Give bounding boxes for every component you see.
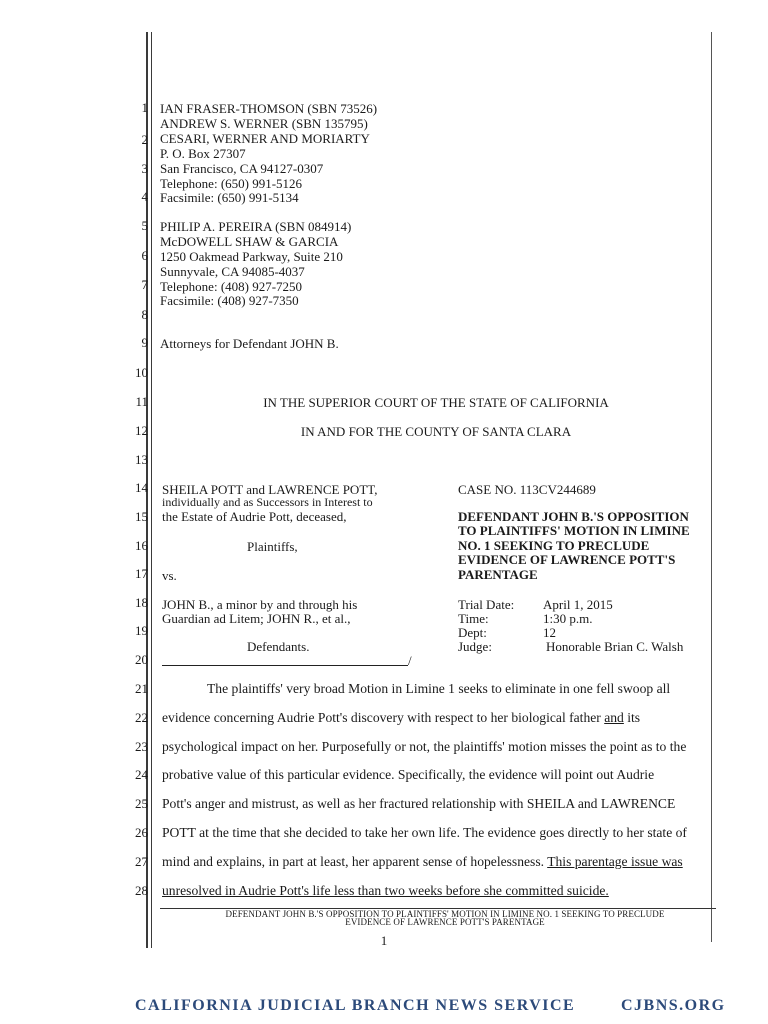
attorney-line: ANDREW S. WERNER (SBN 135795) — [160, 116, 368, 131]
body-line — [162, 855, 722, 869]
trial-label: Trial Date: — [458, 597, 515, 612]
line-number: 16 — [135, 538, 148, 553]
body-line — [162, 711, 722, 725]
line-number: 20 — [135, 652, 148, 667]
trial-label: Time: — [458, 611, 489, 626]
trial-label: Dept: — [458, 625, 487, 640]
line-number: 9 — [141, 335, 148, 350]
attorney-line: Sunnyvale, CA 94085-4037 — [160, 264, 305, 279]
line-number: 21 — [135, 681, 148, 696]
defendants-label: Defendants. — [247, 639, 310, 654]
line-number: 25 — [135, 796, 148, 811]
line-number: 7 — [141, 277, 148, 292]
line-number: 5 — [141, 218, 148, 233]
attorneys-for: Attorneys for Defendant JOHN B. — [160, 336, 339, 351]
document-title: EVIDENCE OF LAWRENCE POTT'S — [458, 552, 676, 567]
line-number: 14 — [135, 480, 148, 495]
line-number: 10 — [135, 365, 148, 380]
line-number: 1 — [141, 100, 148, 115]
line-number: 23 — [135, 739, 148, 754]
trial-value: April 1, 2015 — [543, 597, 613, 612]
line-number: 28 — [135, 883, 148, 898]
document-title: DEFENDANT JOHN B.'S OPPOSITION — [458, 509, 689, 524]
body-line: The plaintiffs' very broad Motion in Limine 1 seeks to eliminate in one fell swoop all — [207, 681, 671, 696]
line-number: 6 — [141, 248, 148, 263]
footer-caption: DEFENDANT JOHN B.'S OPPOSITION TO PLAINTIFFS' MOTION IN LIMINE NO. 1 SEEKING TO PRECLUDE — [225, 909, 665, 919]
plaintiffs-label: Plaintiffs, — [247, 539, 298, 554]
line-number: 3 — [141, 161, 148, 176]
body-text: mind and explains, in part at least, her apparent sense of hopelessness. — [162, 854, 548, 869]
line-number: 4 — [141, 189, 148, 204]
attorney-line: Telephone: (650) 991-5126 — [160, 176, 303, 191]
attorney-line: Telephone: (408) 927-7250 — [160, 279, 303, 294]
left-margin-rule-inner — [151, 32, 152, 948]
court-title: IN THE SUPERIOR COURT OF THE STATE OF CALIFORNIA — [263, 395, 609, 410]
body-emphasis: This parentage issue was — [547, 854, 683, 869]
trial-value: Honorable Brian C. Walsh — [546, 639, 684, 654]
plaintiffs-name: SHEILA POTT and LAWRENCE POTT, — [162, 482, 378, 497]
plaintiffs-desc: the Estate of Audrie Pott, deceased, — [162, 509, 347, 524]
line-number: 2 — [141, 132, 148, 147]
line-number: 27 — [135, 854, 148, 869]
body-line: psychological impact on her. Purposefully or not, the plaintiffs' motion misses the point as to the — [162, 739, 687, 754]
versus: vs. — [162, 568, 177, 583]
body-text: its — [623, 710, 641, 725]
line-number: 8 — [141, 307, 148, 322]
defendants-name: JOHN B., a minor by and through his — [162, 597, 358, 612]
body-emphasis: and — [604, 710, 624, 725]
footer-caption: EVIDENCE OF LAWRENCE POTT'S PARENTAGE — [345, 917, 545, 927]
line-number: 18 — [135, 595, 148, 610]
page-number: 1 — [380, 933, 388, 948]
attorney-line: San Francisco, CA 94127-0307 — [160, 161, 324, 176]
caption-slash: / — [408, 653, 412, 668]
body-line: Pott's anger and mistrust, as well as her fractured relationship with SHEILA and LAWRENCE — [162, 796, 676, 811]
attorney-line: 1250 Oakmead Parkway, Suite 210 — [160, 249, 343, 264]
attorney-line: Facsimile: (408) 927-7350 — [160, 293, 299, 308]
line-number: 15 — [135, 509, 148, 524]
document-title: TO PLAINTIFFS' MOTION IN LIMINE — [458, 523, 690, 538]
line-number: 22 — [135, 710, 148, 725]
line-number: 24 — [135, 767, 148, 782]
caption-underline — [162, 665, 408, 666]
body-line: POTT at the time that she decided to take her own life. The evidence goes directly to her state of — [162, 825, 687, 840]
line-number: 19 — [135, 623, 148, 638]
body-line: unresolved in Audrie Pott's life less than two weeks before she committed suicide. — [162, 883, 609, 898]
line-number: 26 — [135, 825, 148, 840]
court-county: IN AND FOR THE COUNTY OF SANTA CLARA — [300, 424, 572, 439]
line-number: 12 — [135, 423, 148, 438]
plaintiffs-desc: individually and as Successors in Interest to — [162, 495, 373, 509]
defendants-name: Guardian ad Litem; JOHN R., et al., — [162, 611, 351, 626]
attorney-line: McDOWELL SHAW & GARCIA — [160, 234, 339, 249]
line-number: 17 — [135, 566, 148, 581]
case-number: CASE NO. 113CV244689 — [458, 482, 596, 497]
body-text: evidence concerning Audrie Pott's discovery with respect to her biological father — [162, 710, 605, 725]
line-number: 11 — [135, 394, 148, 409]
trial-value: 12 — [543, 625, 556, 640]
document-title: NO. 1 SEEKING TO PRECLUDE — [458, 538, 650, 553]
news-service-banner: CALIFORNIA JUDICIAL BRANCH NEWS SERVICE — [135, 997, 576, 1014]
trial-label: Judge: — [458, 639, 492, 654]
news-service-url: CJBNS.ORG — [621, 997, 726, 1014]
attorney-line: P. O. Box 27307 — [160, 146, 246, 161]
attorney-line: IAN FRASER-THOMSON (SBN 73526) — [160, 101, 378, 116]
line-number: 13 — [135, 452, 148, 467]
trial-value: 1:30 p.m. — [543, 611, 593, 626]
document-title: PARENTAGE — [458, 567, 538, 582]
body-line: probative value of this particular evidence. Specifically, the evidence will point out Audrie — [162, 767, 655, 782]
attorney-line: CESARI, WERNER AND MORIARTY — [160, 131, 370, 146]
attorney-line: Facsimile: (650) 991-5134 — [160, 190, 299, 205]
attorney-line: PHILIP A. PEREIRA (SBN 084914) — [160, 219, 352, 234]
